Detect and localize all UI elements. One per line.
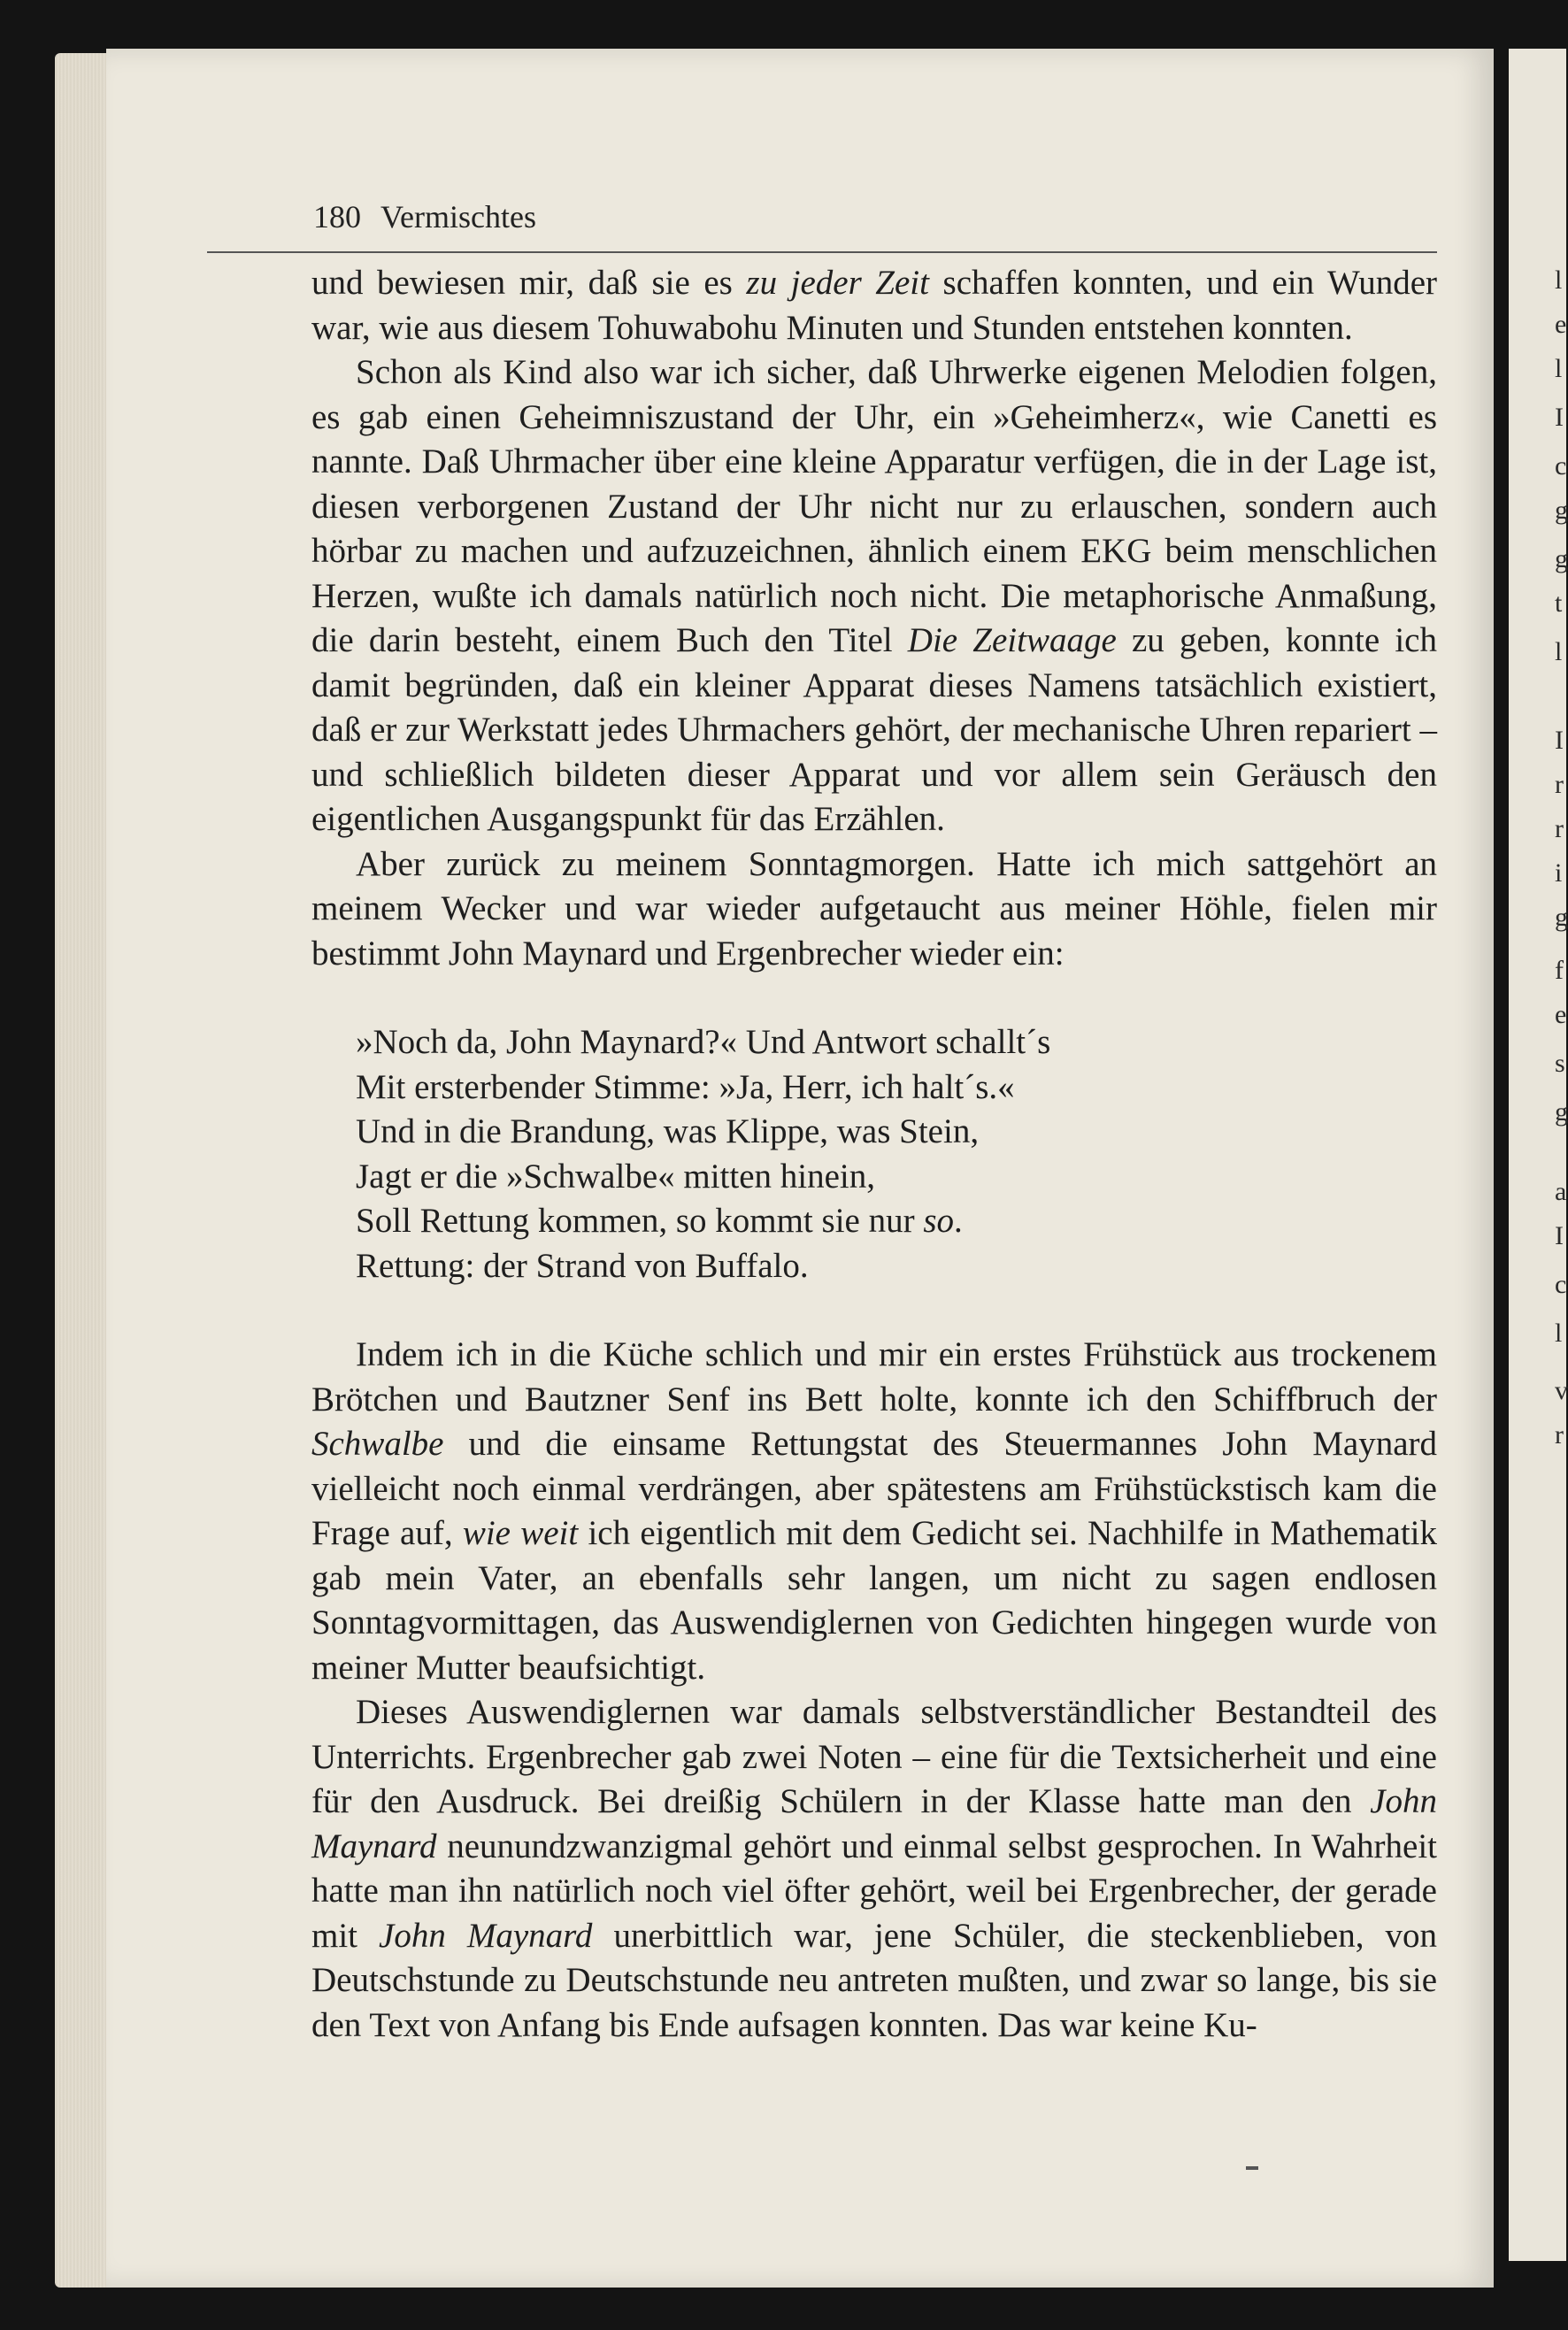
page-mark xyxy=(1246,2166,1258,2170)
facing-page-letter: l xyxy=(1555,265,1563,295)
text-run: und die einsame Rettungstat des Steuermannes John Maynard vielleicht noch einmal verdrängen, aber spätestens am Frühstückstisch kam die Frage auf, xyxy=(311,1425,1437,1552)
paragraph xyxy=(311,1333,1437,1690)
facing-page-letter: g xyxy=(1555,496,1568,525)
poem-line xyxy=(356,1110,1437,1155)
facing-page-edge xyxy=(1509,49,1566,2261)
facing-page-letter: i xyxy=(1555,858,1563,888)
facing-page-letter: c xyxy=(1555,1270,1567,1299)
poem-quote xyxy=(356,1020,1437,1288)
text-run: Und in die Brandung, was Klippe, was Stein, xyxy=(356,1112,980,1150)
text-run: neunundzwanzigmal gehört und einmal selbst gesprochen. In Wahrheit hatte man ihn natürlich noch viel öfter gehört, weil bei Ergenbrecher, der gerade mit xyxy=(311,1826,1437,1955)
facing-page-letter: l xyxy=(1555,1319,1563,1348)
paragraph xyxy=(311,261,1437,350)
facing-page-letter: g xyxy=(1555,544,1568,573)
facing-page-letter: v xyxy=(1555,1376,1568,1405)
paragraph xyxy=(311,1690,1437,2048)
facing-page-letter: e xyxy=(1555,1000,1567,1029)
text-run: . xyxy=(954,1202,963,1240)
text-run: Schon als Kind also war ich sicher, daß Uhrwerke eigenen Melodien folgen, es gab einen Geheimniszustand der Uhr, ein »Geheimherz«, wie Canetti es nannte. Daß Uhrmacher über eine kleine Apparatur verfügen, die in der Lage ist, diesen verborgenen Zustand der Uhr nicht nur zu erlauschen, sondern auch hörbar zu machen und aufzuzeichnen, ähnlich einem EKG beim menschlichen Herzen, wußte ich damals natürlich noch nicht. Die metaphorische Anmaßung, die darin besteht, einem Buch den Titel xyxy=(311,353,1437,659)
running-head-title: Vermischtes xyxy=(380,199,536,235)
paragraph xyxy=(311,842,1437,977)
poem-line xyxy=(356,1155,1437,1200)
italic-text: Die Zeitwaage xyxy=(907,621,1117,659)
poem-line xyxy=(356,1065,1437,1111)
facing-page-letter: I xyxy=(1555,1221,1564,1250)
facing-page-letter: r xyxy=(1555,814,1564,843)
running-header xyxy=(207,198,1437,253)
poem-line xyxy=(356,1020,1437,1065)
page-number: 180 xyxy=(313,199,361,235)
text-run: unerbittlich war, jene Schüler, die steckenblieben, von Deutschstunde zu Deutschstunde neu antreten mußten, und zwar so lange, bis sie den Text von Anfang bis Ende aufsagen konnten. Das war keine Ku- xyxy=(311,1916,1437,2044)
poem-line xyxy=(356,1199,1437,1244)
paragraph xyxy=(311,350,1437,842)
text-run: ich eigentlich mit dem Gedicht sei. Nachhilfe in Mathematik gab mein Vater, an ebenfalls sehr langen, um nicht zu sagen endlosen Sonntagvormittagen, das Auswendiglernen von Gedichten hingegen wurde von meiner Mutter beaufsichtigt. xyxy=(311,1514,1437,1687)
facing-page-letter: s xyxy=(1555,1049,1565,1078)
text-run: schaffen konnten, und ein Wunder war, wie aus diesem Tohuwabohu Minuten und Stunden entstehen konnten. xyxy=(311,264,1438,347)
facing-page-letter: t xyxy=(1555,588,1563,618)
facing-page-letter: g xyxy=(1555,903,1568,932)
text-run: Soll Rettung kommen, so kommt sie nur xyxy=(356,1202,924,1240)
facing-page-letter: r xyxy=(1555,770,1564,799)
facing-page-letter: e xyxy=(1555,310,1567,339)
italic-text: zu jeder Zeit xyxy=(746,264,929,302)
text-run: Dieses Auswendiglernen war damals selbstverständlicher Bestandteil des Unterrichts. Ergenbrecher gab zwei Noten – eine für die Textsicherheit und eine für den Ausdruck. Bei dreißig Schülern in der Klasse hatte man den xyxy=(311,1693,1437,1820)
facing-page-letter: g xyxy=(1555,1097,1568,1127)
text-run: Aber zurück zu meinem Sonntagmorgen. Hatte ich mich sattgehört an meinem Wecker und war wieder aufgetaucht aus meiner Höhle, fielen mir bestimmt John Maynard und Ergenbrecher wieder ein: xyxy=(311,844,1437,973)
text-run: und bewiesen mir, daß sie es xyxy=(311,264,747,302)
text-run: Indem ich in die Küche schlich und mir ein erstes Frühstück aus trockenem Brötchen und Bautzner Senf ins Bett holte, konnte ich den Schiffbruch der xyxy=(311,1335,1437,1419)
poem-line xyxy=(356,1244,1437,1289)
italic-text: John Maynard xyxy=(379,1916,593,1955)
text-run: Rettung: der Strand von Buffalo. xyxy=(356,1246,809,1285)
italic-text: John Maynard xyxy=(311,1782,1437,1865)
facing-page-letter: l xyxy=(1555,637,1563,666)
facing-page-letter: I xyxy=(1555,726,1564,755)
text-run: »Noch da, John Maynard?« Und Antwort schallt´s xyxy=(356,1023,1051,1061)
italic-text: Schwalbe xyxy=(311,1425,444,1463)
body-text xyxy=(311,261,1437,2048)
text-run: Mit ersterbender Stimme: »Ja, Herr, ich halt´s.« xyxy=(356,1067,1015,1106)
facing-page-letter: r xyxy=(1555,1420,1564,1450)
text-run: Jagt er die »Schwalbe« mitten hinein, xyxy=(356,1157,876,1196)
facing-page-letter: l xyxy=(1555,354,1563,383)
facing-page-letter: I xyxy=(1555,403,1564,432)
facing-page-letter: c xyxy=(1555,451,1567,481)
facing-page-letter: a xyxy=(1555,1177,1567,1206)
text-run: zu geben, konnte ich damit begründen, daß ein kleiner Apparat dieses Namens tatsächlich existiert, daß er zur Werkstatt jedes Uhrmachers gehört, der mechanische Uhren repariert – und schließlich bildeten dieser Apparat und vor allem sein Geräusch den eigentlichen Ausgangspunkt für das Erzählen. xyxy=(311,621,1437,838)
italic-text: so xyxy=(923,1202,955,1240)
italic-text: wie weit xyxy=(462,1514,579,1552)
facing-page-letter: f xyxy=(1555,956,1564,985)
